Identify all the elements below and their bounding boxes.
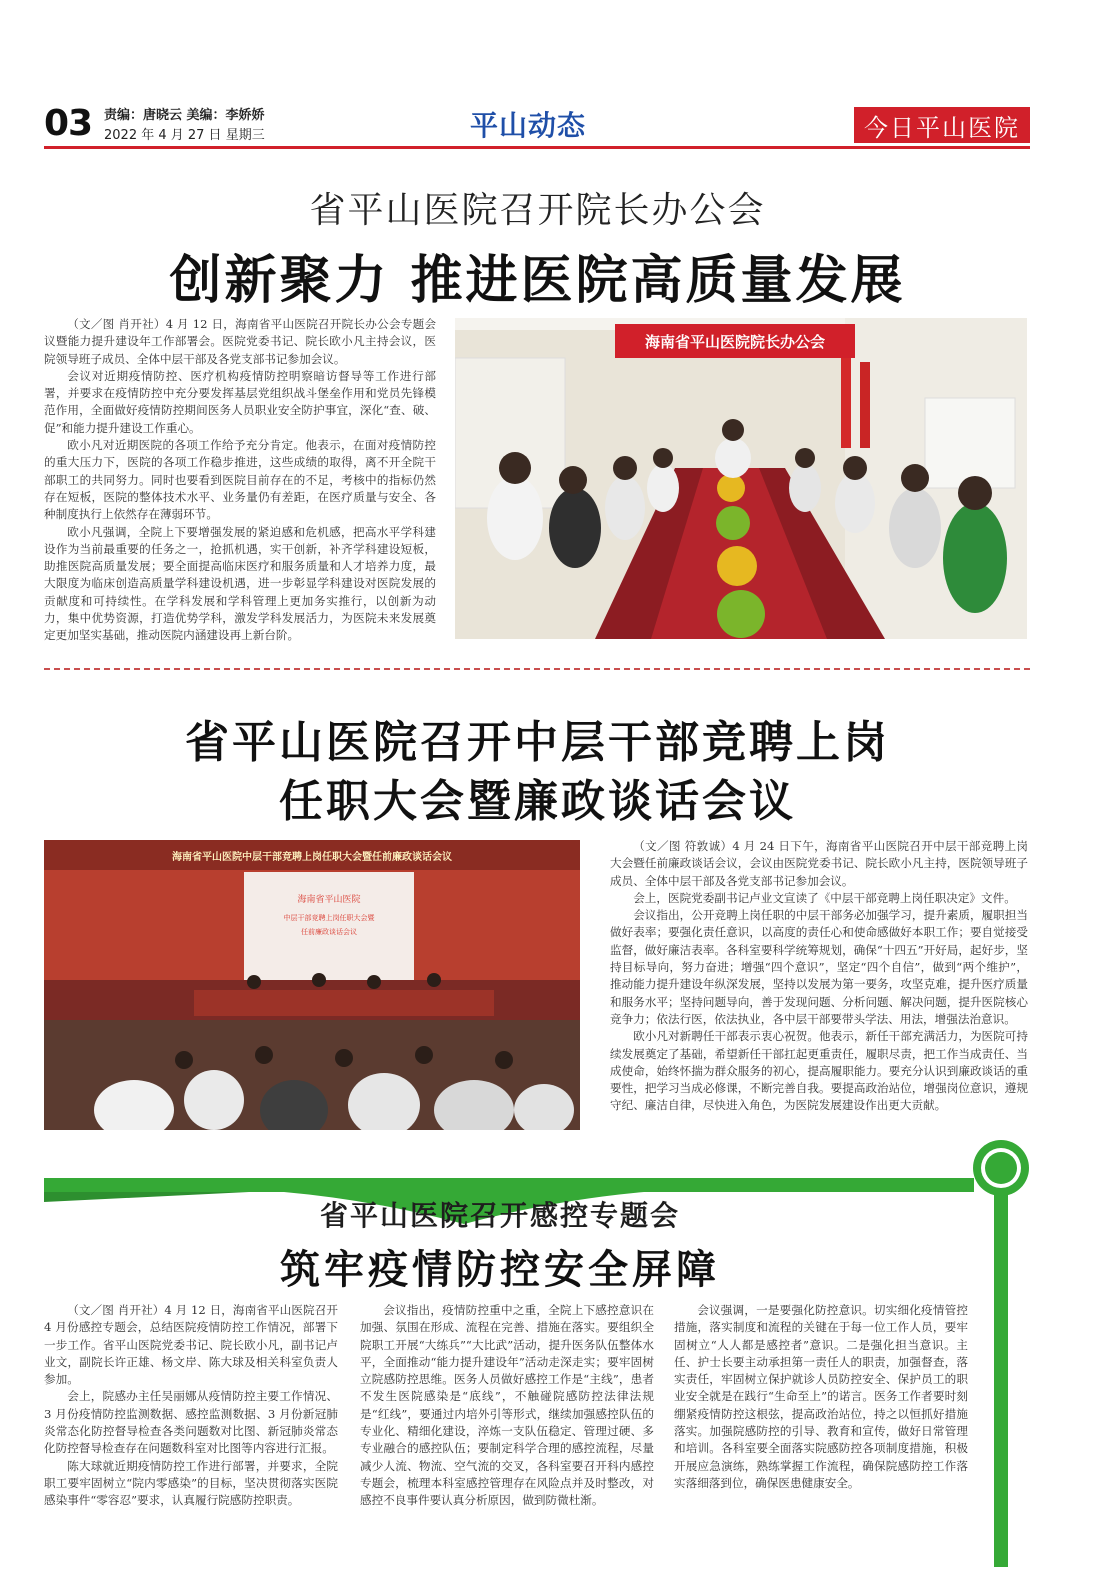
article3-paragraph: 会议强调，一是要强化防控意识。切实细化疫情管控措施，落实制度和流程的关键在于每一位工作人员，要牢固树立“人人都是感控者”意识。二是强化担当意识。主任、护士长要主动承担第一责任人的职责，加强督查，落实责任，牢固树立保护就诊人员防控安全、保护员工的职业安全就是在践行“生命至上”的诺言。医务工作者要时刻绷紧疫情防控这根弦，提高政治站位，持之以恒抓好措施落实。加强院感防控的引导、教育和宣传，做好日常管理和培训。各科室要全面落实院感防控各项制度措施，积极开展应急演练，熟练掌握工作流程，确保院感防控工作落实落细落到位，确保医患健康安全。 <box>674 1303 968 1490</box>
article1-paragraph: 欧小凡对近期医院的各项工作给予充分肯定。他表示，在面对疫情防控的重大压力下，医院的各项工作稳步推进，这些成绩的取得，离不开全院干部职工的共同努力。同时也要看到医院目前存在的不足，考核中的指标仍然存在短板，医院的整体技术水平、业务量仍有差距，在医疗质量与安全、各种制度执行上依然存在薄弱环节。 <box>44 438 436 522</box>
article3-kicker: 省平山医院召开感控专题会 <box>319 1199 680 1232</box>
article3-column3 <box>674 1302 968 1492</box>
screen-title-line: 中层干部竞聘上岗任职大会暨 <box>283 914 375 922</box>
article3-paragraph: 会议指出，疫情防控重中之重，全院上下感控意识在加强、氛围在形成、流程在完善、措施在落实。要组织全院职工开展“大练兵”“大比武”活动，提升医务队伍整体水平，全面推动“能力提升建设年”活动走深走实；要牢固树立院感防控思维。医务人员做好感控工作是“主线”，患者不发生医院感染是“底线”，不触碰院感防控法律法规是“红线”，要通过内培外引等形式，继续加强感控队伍的专业化、精细化建设，淬炼一支队伍稳定、管理过硬、多专业融合的感控队伍；要制定科学合理的感控流程，尽量减少人流、物流、空气流的交叉，各科室要召开科内感控专题会，梳理本科室感控管理存在风险点并及时整改，对感控不良事件要认真分析原因，做到防微杜渐。 <box>360 1303 654 1508</box>
article1-kicker: 省平山医院召开院长办公会 <box>309 190 766 231</box>
editors-line: 责编：唐晓云 美编：李娇娇 <box>104 108 265 123</box>
header-rule <box>44 146 1030 149</box>
article3-paragraph: （文／图 肖开社）4 月 12 日，海南省平山医院召开 4 月份感控专题会，总结医院疫情防控工作情况，部署下一步工作。省平山医院党委书记、院长欧小凡，副书记卢业文，副院长许正雄、杨文岸、陈大球及相关科室负责人参加。 <box>44 1303 338 1387</box>
brand-box <box>854 107 1030 143</box>
article1-paragraph: 欧小凡强调，全院上下要增强发展的紧迫感和危机感，把高水平学科建设作为当前最重要的任务之一，抢抓机遇，实干创新，补齐学科建设短板，助推医院高质量发展；要全面提高临床医疗和服务质量和人才培养力度，最大限度为临床创造高质量学科建设机遇，进一步彰显学科建设对医院发展的贡献度和可持续性。在学科发展和学科管理上更加务实推行，以创新为动力，集中优势资源，打造优势学科，激发学科发展活力，为医院未来发展奠定更加坚实基础，推动医院内涵建设再上新台阶。 <box>44 524 436 643</box>
section-divider <box>44 668 1030 670</box>
article1-photo <box>455 318 1027 639</box>
article2-photo-banner: 海南省平山医院中层干部竞聘上岗任职大会暨任前廉政谈话会议 <box>172 852 452 863</box>
article2-paragraph: （文／图 符敦诚）4 月 24 日下午，海南省平山医院召开中层干部竞聘上岗大会暨任前廉政谈话会议，会议由医院党委书记、院长欧小凡主持，医院领导班子成员、全体中层干部及各党支部书记参加会议。 <box>610 839 1028 888</box>
article2-title-line2: 任职大会暨廉政谈话会议 <box>279 776 796 827</box>
auditorium-illustration <box>44 840 580 1130</box>
screen-title-line: 海南省平山医院 <box>297 895 361 905</box>
section-title: 平山动态 <box>470 109 587 142</box>
article3-column1 <box>44 1302 338 1510</box>
screen-title-line: 任前廉政谈话会议 <box>301 928 357 936</box>
article1-photo-banner: 海南省平山医院院长办公会 <box>644 333 826 351</box>
article2-paragraph: 会上，医院党委副书记卢业文宣读了《中层干部竞聘上岗任职决定》文件。 <box>633 890 1016 905</box>
article3-paragraph: 陈大球就近期疫情防控工作进行部署，并要求，全院职工要牢固树立“院内零感染”的目标，坚决贯彻落实医院感染事件“零容忍”要求，认真履行院感防控职责。 <box>44 1458 338 1508</box>
brand-name: 今日平山医院 <box>864 113 1020 142</box>
meeting-room-illustration <box>455 318 1027 639</box>
article2-body <box>610 838 1028 1115</box>
article2-title-line1: 省平山医院召开中层干部竞聘上岗 <box>185 717 890 768</box>
article3-paragraph: 会上，院感办主任吴丽娜从疫情防控主要工作情况、3 月份疫情防控监测数据、感控监测数据、3 月份新冠肺炎常态化防控督导检查各类问题数对比图、新冠肺炎常态化防控督导检查存在问题数科室对比图等内容进行汇报。 <box>44 1389 338 1456</box>
article3-title: 筑牢疫情防控安全屏障 <box>280 1247 720 1293</box>
article3-column2 <box>360 1302 654 1510</box>
article1-body <box>44 316 436 645</box>
article2-paragraph: 会议指出，公开竞聘上岗任职的中层干部务必加强学习，提升素质，履职担当做好表率；要强化责任意识，以高度的责任心和使命感做好本职工作；要自觉接受监督，做好廉洁表率。各科室要科学统筹规划，确保“十四五”开好局，起好步，坚持目标导向，努力奋进；增强“四个意识”，坚定“四个自信”，做到“两个维护”，推动能力提升建设年纵深发展，坚持以发展为第一要务，攻坚克难，提升医疗质量和服务水平；坚持问题导向，善于发现问题、分析问题、解决问题，提升医院核心竞争力；依法行医，依法执业，各中层干部要带头学法、用法，增强法治意识。 <box>610 908 1028 1026</box>
article2-photo <box>44 840 580 1130</box>
article2-paragraph: 欧小凡对新聘任干部表示衷心祝贺。他表示，新任干部充满活力，为医院可持续发展奠定了基础，希望新任干部扛起更重责任，履职尽责，把工作当成责任、当成使命，始终怀揣为群众服务的初心，提高履职能力。要充分认识到廉政谈话的重要性，把学习当成必修课，不断完善自我。要提高政治站位，增强岗位意识，遵规守纪、廉洁自律，尽快进入角色，为医院发展建设作出更大贡献。 <box>610 1029 1028 1113</box>
page-number: 03 <box>44 103 93 144</box>
article1-paragraph: （文／图 肖开社）4 月 12 日，海南省平山医院召开院长办公会专题会议暨能力提升建设年工作部署会。医院党委书记、院长欧小凡主持会议，医院领导班子成员、全体中层干部及各党支部书记参加会议。 <box>44 317 436 366</box>
article1-title: 创新聚力 推进医院高质量发展 <box>169 251 906 311</box>
issue-date: 2022 年 4 月 27 日 星期三 <box>104 128 265 143</box>
article1-paragraph: 会议对近期疫情防控、医疗机构疫情防控明察暗访督导等工作进行部署，并要求在疫情防控中充分要发挥基层党组织战斗堡垒作用和党员先锋模范作用，全面做好疫情防控期间医务人员职业安全防护事宜，深化“查、破、促”和能力提升建设工作重心。 <box>44 368 436 435</box>
